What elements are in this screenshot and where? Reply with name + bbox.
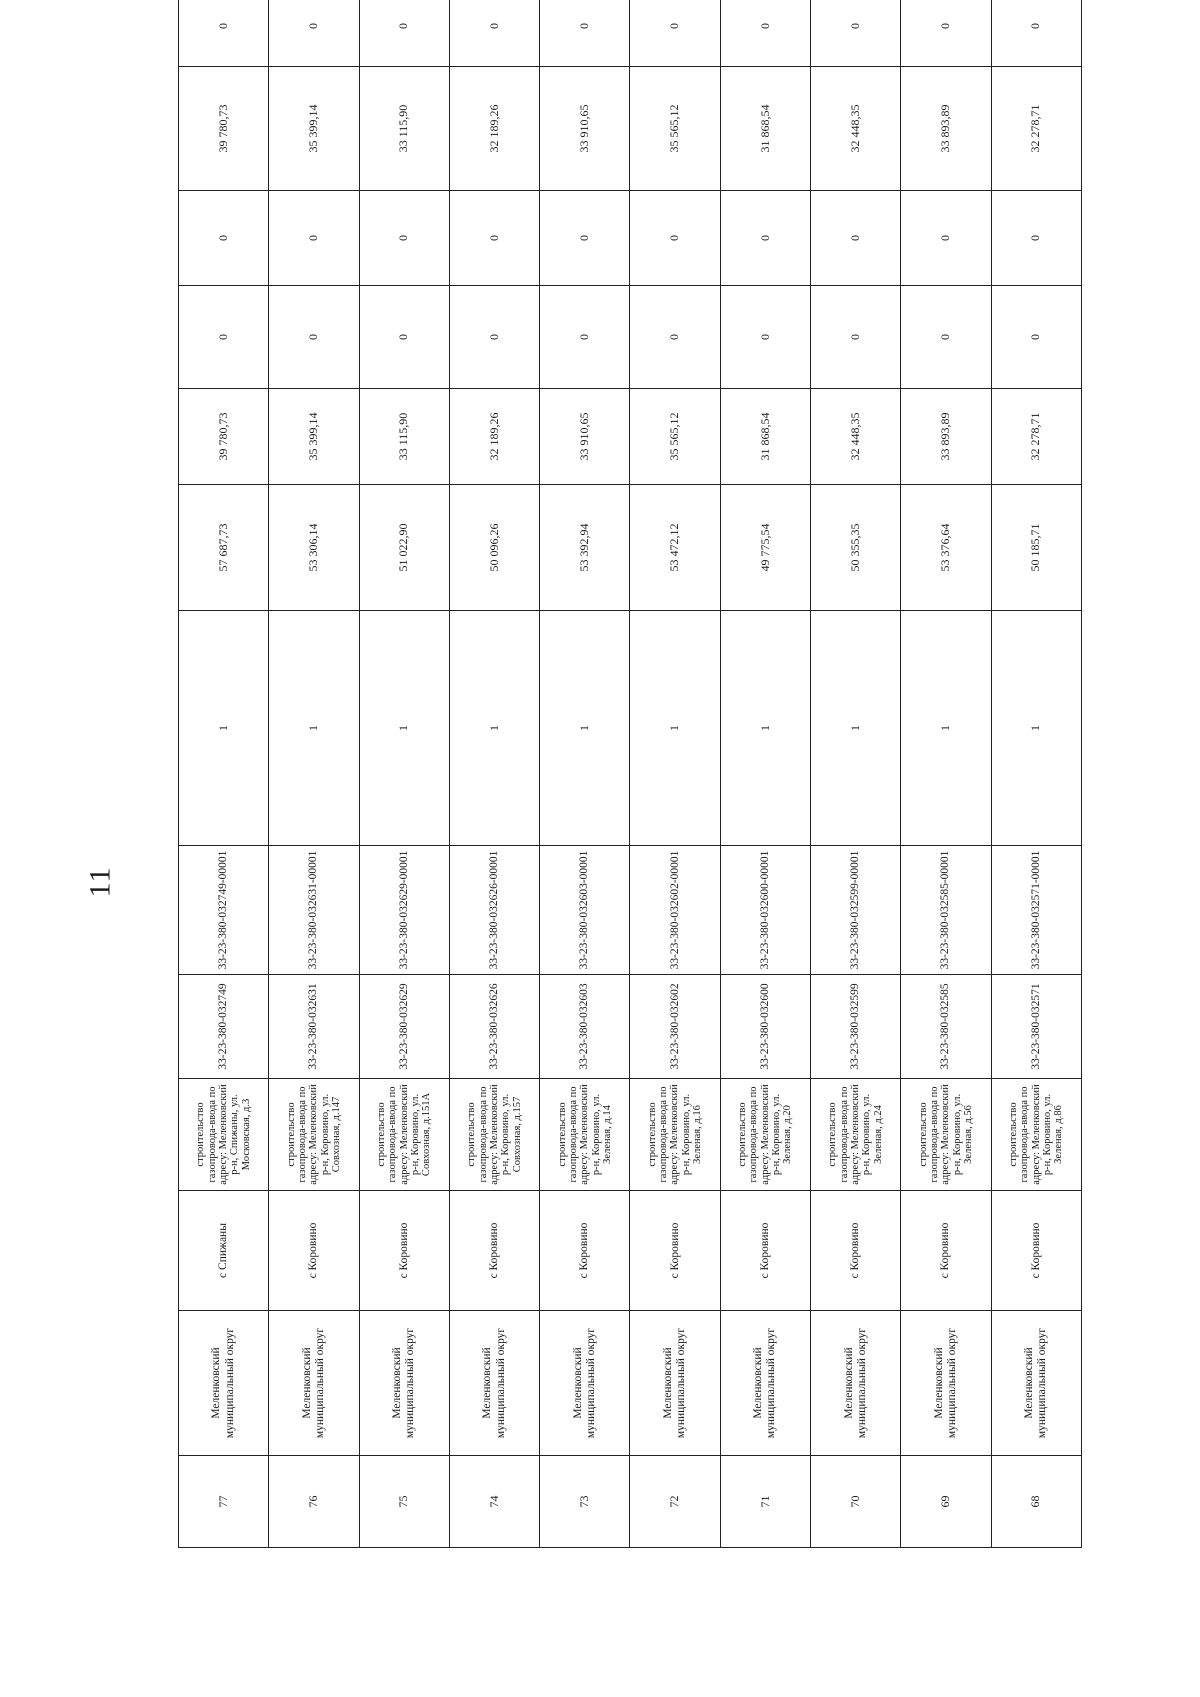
- quantity-cell: 1: [991, 611, 1081, 846]
- zero-cell-1: 0: [359, 286, 449, 389]
- total-cost-cell: 53 306,14: [269, 485, 359, 611]
- total-cost-cell: 53 392,94: [540, 485, 630, 611]
- object-full-code-cell: 33-23-380-032600-00001: [720, 846, 810, 975]
- total-cost-cell: 50 096,26: [449, 485, 539, 611]
- total-cost-cell: 53 376,64: [901, 485, 991, 611]
- zero-cell-3: 0: [269, 0, 359, 67]
- object-code-cell: 33-23-380-032600: [720, 975, 810, 1079]
- amount-repeat-cell: 33 893,89: [901, 67, 991, 191]
- amount-cell: 35 565,12: [630, 389, 720, 485]
- zero-cell-2: 0: [359, 191, 449, 286]
- amount-repeat-cell: 35 565,12: [630, 67, 720, 191]
- settlement-cell: с Коровино: [630, 1191, 720, 1311]
- description-cell: строительство газопровода-ввода по адресу: Меленковский р-н, Коровино, ул. Зеленая, д.14: [540, 1079, 630, 1191]
- row-number: 77: [179, 1456, 269, 1548]
- row-number: 69: [901, 1456, 991, 1548]
- table-row: [630, 0, 720, 1548]
- amount-cell: 32 448,35: [811, 389, 901, 485]
- zero-cell-2: 0: [720, 191, 810, 286]
- quantity-cell: 1: [540, 611, 630, 846]
- row-number: 74: [449, 1456, 539, 1548]
- settlement-cell: с Коровино: [359, 1191, 449, 1311]
- object-full-code-cell: 33-23-380-032571-00001: [991, 846, 1081, 975]
- object-code-cell: 33-23-380-032626: [449, 975, 539, 1079]
- settlement-cell: с Спижаны: [179, 1191, 269, 1311]
- zero-cell-2: 0: [179, 191, 269, 286]
- settlement-cell: с Коровино: [269, 1191, 359, 1311]
- zero-cell-1: 0: [449, 286, 539, 389]
- row-number: 68: [991, 1456, 1081, 1548]
- municipality-cell: Меленковский муниципальный округ: [811, 1311, 901, 1456]
- quantity-cell: 1: [359, 611, 449, 846]
- amount-repeat-cell: 32 448,35: [811, 67, 901, 191]
- table-row: [811, 0, 901, 1548]
- table-row: [359, 0, 449, 1548]
- zero-cell-3: 0: [901, 0, 991, 67]
- table-row: [179, 0, 269, 1548]
- municipality-cell: Меленковский муниципальный округ: [901, 1311, 991, 1456]
- object-code-cell: 33-23-380-032602: [630, 975, 720, 1079]
- object-full-code-cell: 33-23-380-032629-00001: [359, 846, 449, 975]
- zero-cell-2: 0: [811, 191, 901, 286]
- amount-repeat-cell: 33 115,90: [359, 67, 449, 191]
- amount-repeat-cell: 32 278,71: [991, 67, 1081, 191]
- total-cost-cell: 51 022,90: [359, 485, 449, 611]
- settlement-cell: с Коровино: [901, 1191, 991, 1311]
- amount-repeat-cell: 39 780,73: [179, 67, 269, 191]
- quantity-cell: 1: [179, 611, 269, 846]
- zero-cell-1: 0: [901, 286, 991, 389]
- table-row: [269, 0, 359, 1548]
- zero-cell-2: 0: [630, 191, 720, 286]
- description-cell: строительство газопровода-ввода по адресу: Меленковский р-н, Коровино, ул. Совхозная, д.147: [269, 1079, 359, 1191]
- zero-cell-3: 0: [991, 0, 1081, 67]
- total-cost-cell: 53 472,12: [630, 485, 720, 611]
- zero-cell-3: 0: [540, 0, 630, 67]
- quantity-cell: 1: [811, 611, 901, 846]
- table-row: [540, 0, 630, 1548]
- object-full-code-cell: 33-23-380-032602-00001: [630, 846, 720, 975]
- rotated-table-wrapper: [178, 23, 1082, 1548]
- object-code-cell: 33-23-380-032599: [811, 975, 901, 1079]
- description-cell: строительство газопровода-ввода по адресу: Меленковский р-н, Коровино, ул. Совхозная, д.151А: [359, 1079, 449, 1191]
- municipality-cell: Меленковский муниципальный округ: [991, 1311, 1081, 1456]
- quantity-cell: 1: [630, 611, 720, 846]
- zero-cell-3: 0: [720, 0, 810, 67]
- total-cost-cell: 49 775,54: [720, 485, 810, 611]
- zero-cell-1: 0: [991, 286, 1081, 389]
- amount-cell: 35 399,14: [269, 389, 359, 485]
- municipality-cell: Меленковский муниципальный округ: [449, 1311, 539, 1456]
- settlement-cell: с Коровино: [540, 1191, 630, 1311]
- object-code-cell: 33-23-380-032571: [991, 975, 1081, 1079]
- row-number: 76: [269, 1456, 359, 1548]
- zero-cell-2: 0: [269, 191, 359, 286]
- row-number: 73: [540, 1456, 630, 1548]
- amount-repeat-cell: 33 910,65: [540, 67, 630, 191]
- data-table: [178, 0, 1082, 1548]
- zero-cell-2: 0: [901, 191, 991, 286]
- zero-cell-3: 0: [179, 0, 269, 67]
- settlement-cell: с Коровино: [991, 1191, 1081, 1311]
- table-row: [720, 0, 810, 1548]
- object-full-code-cell: 33-23-380-032599-00001: [811, 846, 901, 975]
- description-cell: строительство газопровода-ввода по адресу: Меленковский р-н, Спижаны, ул. Московская, д.3: [179, 1079, 269, 1191]
- zero-cell-2: 0: [449, 191, 539, 286]
- amount-repeat-cell: 31 868,54: [720, 67, 810, 191]
- object-code-cell: 33-23-380-032631: [269, 975, 359, 1079]
- zero-cell-2: 0: [540, 191, 630, 286]
- object-full-code-cell: 33-23-380-032603-00001: [540, 846, 630, 975]
- zero-cell-1: 0: [269, 286, 359, 389]
- row-number: 71: [720, 1456, 810, 1548]
- description-cell: строительство газопровода-ввода по адресу: Меленковский р-н, Коровино, ул. Зеленая, д.24: [811, 1079, 901, 1191]
- zero-cell-1: 0: [540, 286, 630, 389]
- amount-cell: 39 780,73: [179, 389, 269, 485]
- table-row: [991, 0, 1081, 1548]
- zero-cell-1: 0: [811, 286, 901, 389]
- table-row: [901, 0, 991, 1548]
- page-number: 11: [83, 866, 117, 898]
- zero-cell-3: 0: [811, 0, 901, 67]
- row-number: 70: [811, 1456, 901, 1548]
- municipality-cell: Меленковский муниципальный округ: [720, 1311, 810, 1456]
- settlement-cell: с Коровино: [720, 1191, 810, 1311]
- amount-cell: 31 868,54: [720, 389, 810, 485]
- object-code-cell: 33-23-380-032603: [540, 975, 630, 1079]
- row-number: 75: [359, 1456, 449, 1548]
- municipality-cell: Меленковский муниципальный округ: [359, 1311, 449, 1456]
- municipality-cell: Меленковский муниципальный округ: [179, 1311, 269, 1456]
- zero-cell-3: 0: [359, 0, 449, 67]
- description-cell: строительство газопровода-ввода по адресу: Меленковский р-н, Коровино, ул. Зеленая, д.20: [720, 1079, 810, 1191]
- municipality-cell: Меленковский муниципальный округ: [540, 1311, 630, 1456]
- zero-cell-3: 0: [630, 0, 720, 67]
- zero-cell-2: 0: [991, 191, 1081, 286]
- object-code-cell: 33-23-380-032629: [359, 975, 449, 1079]
- quantity-cell: 1: [901, 611, 991, 846]
- amount-cell: 32 278,71: [991, 389, 1081, 485]
- description-cell: строительство газопровода-ввода по адресу: Меленковский р-н, Коровино, ул. Зеленая, д.86: [991, 1079, 1081, 1191]
- total-cost-cell: 50 185,71: [991, 485, 1081, 611]
- table-row: [449, 0, 539, 1548]
- description-cell: строительство газопровода-ввода по адресу: Меленковский р-н, Коровино, ул. Зеленая, д.56: [901, 1079, 991, 1191]
- amount-repeat-cell: 32 189,26: [449, 67, 539, 191]
- object-full-code-cell: 33-23-380-032631-00001: [269, 846, 359, 975]
- quantity-cell: 1: [720, 611, 810, 846]
- object-full-code-cell: 33-23-380-032585-00001: [901, 846, 991, 975]
- total-cost-cell: 50 355,35: [811, 485, 901, 611]
- settlement-cell: с Коровино: [811, 1191, 901, 1311]
- settlement-cell: с Коровино: [449, 1191, 539, 1311]
- municipality-cell: Меленковский муниципальный округ: [630, 1311, 720, 1456]
- amount-cell: 32 189,26: [449, 389, 539, 485]
- amount-repeat-cell: 35 399,14: [269, 67, 359, 191]
- amount-cell: 33 115,90: [359, 389, 449, 485]
- description-cell: строительство газопровода-ввода по адресу: Меленковский р-н, Коровино, ул. Зеленая, д.16: [630, 1079, 720, 1191]
- object-code-cell: 33-23-380-032585: [901, 975, 991, 1079]
- zero-cell-3: 0: [449, 0, 539, 67]
- municipality-cell: Меленковский муниципальный округ: [269, 1311, 359, 1456]
- zero-cell-1: 0: [630, 286, 720, 389]
- object-code-cell: 33-23-380-032749: [179, 975, 269, 1079]
- object-full-code-cell: 33-23-380-032749-00001: [179, 846, 269, 975]
- quantity-cell: 1: [449, 611, 539, 846]
- description-cell: строительство газопровода-ввода по адресу: Меленковский р-н, Коровино, ул. Совхозная, д.157: [449, 1079, 539, 1191]
- zero-cell-1: 0: [179, 286, 269, 389]
- amount-cell: 33 893,89: [901, 389, 991, 485]
- object-full-code-cell: 33-23-380-032626-00001: [449, 846, 539, 975]
- total-cost-cell: 57 687,73: [179, 485, 269, 611]
- amount-cell: 33 910,65: [540, 389, 630, 485]
- zero-cell-1: 0: [720, 286, 810, 389]
- quantity-cell: 1: [269, 611, 359, 846]
- row-number: 72: [630, 1456, 720, 1548]
- table-body: [179, 0, 1082, 1548]
